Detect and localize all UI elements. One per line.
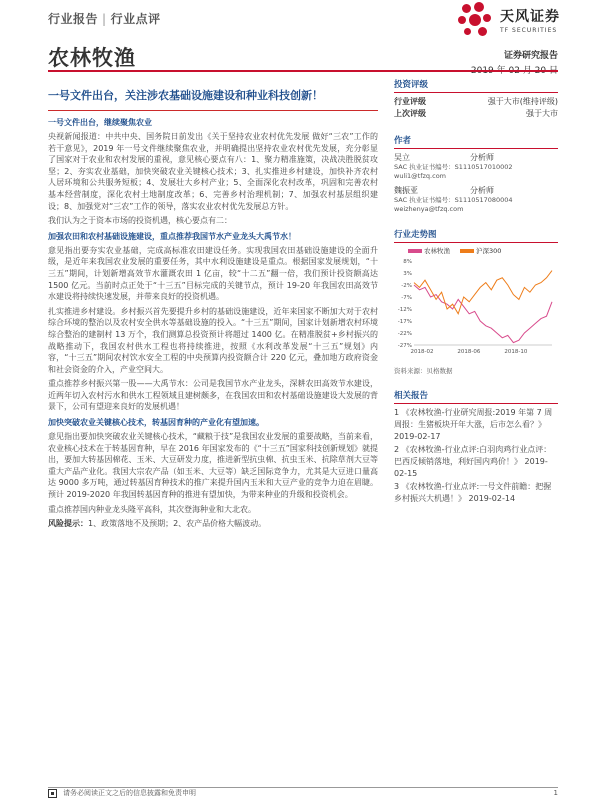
y-tick-label: 3% [403,271,412,277]
y-tick-label: -7% [401,295,412,301]
y-tick-label: -27% [397,343,412,349]
author-card [394,185,558,214]
x-tick-label: 2018-02 [410,349,434,355]
legend-item: 沪深300 [460,246,501,255]
trend-chart [394,257,558,362]
report-subcategory: 行业点评 [110,12,161,26]
y-tick-label: 8% [403,259,412,265]
author-email[interactable]: weizhenya@tfzq.com [394,205,464,213]
series-line-industry [414,285,552,343]
paragraph: 意见指出要加快突破农业关键核心技术，“藏粮于技”是我国农业发展的重要战略，当前来看，农业核心技术在于转基因育种，早在 2016 年国家发布的《“十三五”国家科技创新规划》就提出，要加大转基因棉花、玉米、大豆研发力度，推进新型抗虫棉、抗虫玉米、抗除草剂大豆等重大产品产业化。我国大宗农产品（如玉米、大豆等）缺乏国际竞争力，尤其是大豆进口量高达 9000 多万吨，通过转基因育种技术的推广来提升国内玉米和大豆产业的竞争力迫在眉睫。预计 2019-2020 年我国转基因育种的推进有望加快，为带来种业的升级和投资机会。 [48,432,378,500]
page-title: 农林牧渔 [48,46,136,70]
paragraph: 我们认为之于资本市场的投资机遇，核心要点有二： [48,216,232,226]
report-type: 行业报告 | 行业点评 [48,12,161,26]
related-item[interactable]: 3 《农林牧渔-行业点评:一号文件前瞻：把握乡村振兴大机遇！》 2019-02-14 [394,482,552,503]
chart-svg [394,257,558,362]
legend-item: 农林牧渔 [408,246,450,255]
section-heading: 一号文件出台，继续聚焦农业 [48,118,152,127]
chart-title: 行业走势图 [394,228,558,243]
authors-title: 作者 [394,134,558,149]
rating-row [394,108,558,120]
author-card [394,152,558,181]
risk-label: 风险提示： [48,519,88,529]
series-line-csi300 [414,271,552,314]
chart-legend [408,246,558,255]
rating-row [394,96,558,108]
main-content [48,88,378,533]
qr-code-icon [48,789,57,798]
rating-key: 上次评级 [394,109,426,118]
paragraph: 意见指出要夯实农业基础，完成高标准农田建设任务。实现我国农田基础设施建设的全面升级，是近年来我国农业发展的重要任务，其中水利设施建设是重点。根据国家发展规划，“十三五”期间，计划新增高效节水灌溉农田 1 亿亩，较“十二五”翻一倍，我们预计投资额高达 1500 亿元。当前时点正处于“十三五”目标完成的关键节点，预计 19-20 年我国农田高效节水建设将持续快速发展，并带来良好的投资机遇。 [48,245,378,302]
x-tick-label: 2018-06 [457,349,481,355]
sidebar [394,78,558,506]
related-title: 相关报告 [394,389,558,404]
headline-divider [48,110,378,111]
y-tick-label: -17% [397,319,412,325]
author-name: 魏振亚 [394,186,418,195]
title-divider [48,70,558,72]
headline: 一号文件出台，关注涉农基础设施建设和种业科技创新！ [48,89,323,102]
logo-mark-icon [456,2,496,38]
y-tick-label: -12% [397,307,412,313]
y-tick-label: -22% [397,331,412,337]
risk-text: 1、政策落地不及预期；2、农产品价格大幅波动。 [88,519,267,529]
x-tick-label: 2018-10 [504,349,528,355]
author-role: 分析师 [470,186,494,195]
logo-en-text: TF SECURITIES [500,27,558,34]
related-reports [394,407,558,505]
risk-warning [48,518,378,530]
section-heading: 加强农田和农村基础设施建设，重点推荐我国节水产业龙头大禹节水！ [48,231,296,241]
rating-value: 强于大市(维持评级) [487,97,558,106]
related-item[interactable]: 1 《农林牧渔-行业研究周报:2019 年第 7 周周报：生猪板块开年大涨，后市怎么看？》 2019-02-17 [394,408,553,441]
author-name: 吴立 [394,153,410,162]
paragraph: 重点推荐乡村振兴第一股——大禹节水：公司是我国节水产业龙头，深耕农田高效节水建设，近两年切入农村污水和供水工程领域且建树颇多，在我国农田和农村基础设施建设大发展的背景下，公司有望迎来良好的发展机遇！ [48,379,378,412]
company-logo [456,2,560,38]
rating-value: 强于大市 [526,109,558,118]
body-text [48,117,378,530]
author-role: 分析师 [470,153,494,162]
report-category: 行业报告 [48,12,99,26]
author-sac: SAC 执业证书编号：S1110517010002 [394,163,513,171]
author-sac: SAC 执业证书编号：S1110517080004 [394,196,513,204]
chart-source: 资料来源：贝格数据 [394,367,453,375]
y-tick-label: -2% [401,283,412,289]
related-item[interactable]: 2 《农林牧渔-行业点评:白羽肉鸡行业点评：巴西反倾销落地，利好国内鸡价！》 2019-02-15 [394,445,552,478]
report-label: 证券研究报告 [503,51,558,61]
footer-disclaimer: 请务必阅读正文之后的信息披露和免责申明 [63,789,196,797]
section-heading: 加快突破农业关键核心技术，转基因育种的产业化有望加速。 [48,418,264,428]
footer [48,788,558,798]
rating-key: 行业评级 [394,97,426,106]
rating-title: 投资评级 [394,78,558,93]
paragraph: 央视新闻报道：中共中央、国务院日前发出《关于坚持农业农村优先发展 做好“三农”工作的若干意见》，2019 年一号文件继续聚焦农业，并明确提出坚持农业农村优先发展，充分彰显了国家对于农业和农村发展的重视，意见核心要点有八：1、聚力精准施策，决战决胜脱贫攻坚；2、夯实农业基础，加快突破农业关键核心技术；3、扎实推进乡村建设，加快补齐农村人居环境和公共服务短板；4、发展壮大乡村产业；5、全面深化农村改革，巩固和完善农村基本经营制度，深化农村土地制度改革；6、完善乡村治理机制；7、加强农村基层组织建设；8、加强党对“三农”工作的领导，落实农业农村优先发展总方针。 [48,132,378,211]
logo-cn-text: 天风证券 [500,9,560,25]
paragraph: 重点推荐国内种业龙头隆平高科，其次登海种业和大北农。 [48,504,256,514]
page-number: 1 [553,789,558,797]
paragraph: 扎实推进乡村建设。乡村振兴首先要提升乡村的基础设施建设，近年来国家不断加大对于农村综合环境的整治以及农村安全供水等基础设施的投入。“十三五”期间，国家计划新增农村环境综合整治的建制村 13 万个，我们测算总投资预计将超过 1400 亿。在精准脱贫+乡村振兴的战略推动下，我国农村供水工程也将持续推进，按照《水利改革发展“十三五”规划》内容，“十三五”期间农村饮水安全工程的中央预算内投资额合计 220 亿元，叠加地方政府资金和社会资金的介入，产业空间大。 [48,306,378,374]
author-email[interactable]: wuli1@tfzq.com [394,172,447,180]
